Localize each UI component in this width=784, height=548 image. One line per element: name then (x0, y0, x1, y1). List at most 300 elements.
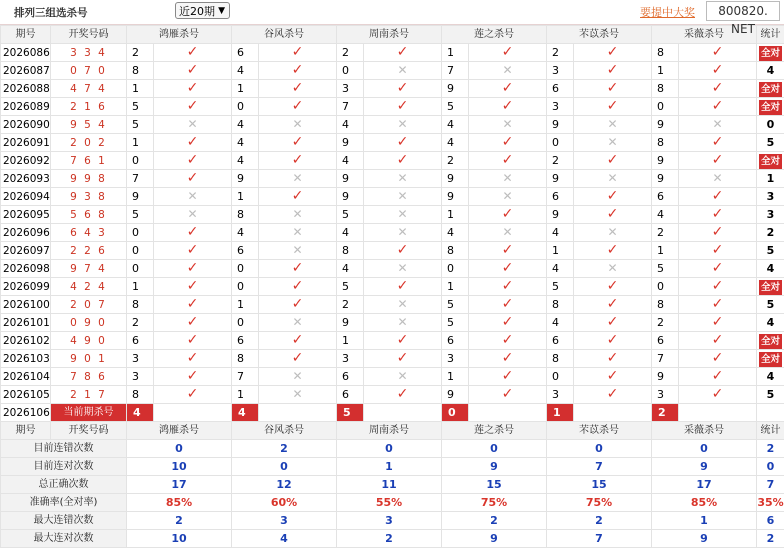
check-icon: ✓ (574, 314, 652, 332)
kill-value: 9 (652, 116, 679, 134)
stats-tally: 2 (757, 440, 784, 458)
tally-cell (757, 332, 784, 350)
col-group: 谷风杀号 (232, 26, 337, 44)
cross-icon: ✕ (364, 116, 442, 134)
table-row (1, 314, 784, 332)
check-icon: ✓ (679, 332, 757, 350)
tally-cell: 3 (757, 206, 784, 224)
kill-value: 6 (652, 188, 679, 206)
check-icon: ✓ (154, 224, 232, 242)
top-bar (0, 0, 784, 25)
check-icon: ✓ (154, 368, 232, 386)
cross-icon: ✕ (364, 296, 442, 314)
stats-value: 9 (442, 530, 547, 548)
check-icon: ✓ (574, 152, 652, 170)
stats-value: 0 (337, 440, 442, 458)
kill-value: 3 (547, 98, 574, 116)
cross-icon: ✕ (259, 224, 337, 242)
stats-value: 2 (232, 440, 337, 458)
kill-value: 4 (232, 224, 259, 242)
table-row (1, 170, 784, 188)
kill-value: 8 (232, 350, 259, 368)
kill-value: 4 (232, 116, 259, 134)
check-icon: ✓ (154, 332, 232, 350)
check-icon: ✓ (469, 134, 547, 152)
draw-number: 9 3 8 (51, 188, 127, 206)
stats-tally: 35% (757, 494, 784, 512)
kill-value: 8 (442, 242, 469, 260)
kill-value: 5 (442, 296, 469, 314)
check-icon: ✓ (154, 296, 232, 314)
kill-value: 7 (442, 62, 469, 80)
stats-row (1, 476, 784, 494)
check-icon: ✓ (574, 242, 652, 260)
kill-value: 5 (127, 116, 154, 134)
cross-icon: ✕ (364, 260, 442, 278)
cross-icon: ✕ (469, 188, 547, 206)
check-icon: ✓ (259, 278, 337, 296)
stats-value: 1 (337, 458, 442, 476)
col-draw: 开奖号码 (51, 422, 127, 440)
draw-number: 4 9 0 (51, 332, 127, 350)
kill-value: 6 (337, 386, 364, 404)
kill-value: 0 (652, 278, 679, 296)
check-icon: ✓ (679, 134, 757, 152)
all-correct-badge: 全对 (759, 100, 782, 115)
kill-value: 3 (652, 386, 679, 404)
draw-number: 9 7 4 (51, 260, 127, 278)
all-correct-badge: 全对 (759, 154, 782, 169)
kill-value: 9 (442, 386, 469, 404)
check-icon: ✓ (679, 368, 757, 386)
issue-number: 2026090 (1, 116, 51, 134)
cross-icon: ✕ (469, 62, 547, 80)
kill-value: 3 (127, 350, 154, 368)
cross-icon: ✕ (364, 170, 442, 188)
col-group: 鸿雁杀号 (127, 422, 232, 440)
stats-value: 9 (652, 458, 757, 476)
check-icon: ✓ (574, 368, 652, 386)
tally-cell: 5 (757, 242, 784, 260)
kill-number-table (0, 25, 784, 548)
col-tally: 统计 (757, 422, 784, 440)
issue-number: 2026097 (1, 242, 51, 260)
issue-number: 2026092 (1, 152, 51, 170)
kill-value: 1 (127, 80, 154, 98)
all-correct-badge: 全对 (759, 352, 782, 367)
tally-cell: 3 (757, 188, 784, 206)
table-row (1, 260, 784, 278)
kill-value: 5 (547, 278, 574, 296)
check-icon: ✓ (154, 260, 232, 278)
check-icon: ✓ (574, 98, 652, 116)
draw-number: 5 6 8 (51, 206, 127, 224)
cross-icon: ✕ (574, 224, 652, 242)
issue-number: 2026093 (1, 170, 51, 188)
kill-value: 8 (232, 206, 259, 224)
draw-number: 9 0 1 (51, 350, 127, 368)
kill-value: 4 (337, 152, 364, 170)
col-group: 莲之杀号 (442, 422, 547, 440)
check-icon: ✓ (364, 242, 442, 260)
stats-value: 7 (547, 458, 652, 476)
check-icon: ✓ (364, 98, 442, 116)
cross-icon: ✕ (259, 368, 337, 386)
stats-value: 12 (232, 476, 337, 494)
check-icon: ✓ (259, 350, 337, 368)
draw-number: 6 4 3 (51, 224, 127, 242)
table-row (1, 206, 784, 224)
check-icon: ✓ (679, 296, 757, 314)
draw-number: 2 2 6 (51, 242, 127, 260)
stats-value: 15 (442, 476, 547, 494)
check-icon: ✓ (259, 188, 337, 206)
cross-icon: ✕ (364, 368, 442, 386)
kill-value: 6 (232, 242, 259, 260)
cross-icon: ✕ (259, 386, 337, 404)
col-group: 芣苡杀号 (547, 422, 652, 440)
kill-value: 8 (547, 350, 574, 368)
kill-value: 9 (652, 368, 679, 386)
col-tally: 统计 (757, 26, 784, 44)
period-select[interactable] (175, 2, 230, 19)
kill-value: 8 (652, 44, 679, 62)
kill-value: 8 (127, 296, 154, 314)
check-icon: ✓ (469, 368, 547, 386)
draw-number: 3 3 4 (51, 44, 127, 62)
check-icon: ✓ (574, 278, 652, 296)
stats-tally: 7 (757, 476, 784, 494)
stats-tally: 2 (757, 530, 784, 548)
kill-value: 0 (232, 260, 259, 278)
chevron-down-icon: ▼ (218, 3, 225, 20)
check-icon: ✓ (574, 386, 652, 404)
col-draw: 开奖号码 (51, 26, 127, 44)
table-row (1, 386, 784, 404)
kill-value: 2 (127, 44, 154, 62)
kill-value: 3 (127, 368, 154, 386)
tally-cell (757, 152, 784, 170)
issue-number: 2026104 (1, 368, 51, 386)
check-icon: ✓ (469, 242, 547, 260)
stats-value: 10 (127, 458, 232, 476)
cross-icon: ✕ (469, 170, 547, 188)
draw-number: 7 6 1 (51, 152, 127, 170)
kill-value: 1 (652, 242, 679, 260)
kill-value: 1 (652, 62, 679, 80)
tally-cell: 2 (757, 224, 784, 242)
kill-value: 9 (442, 170, 469, 188)
check-icon: ✓ (469, 260, 547, 278)
draw-number: 2 0 2 (51, 134, 127, 152)
check-icon: ✓ (574, 44, 652, 62)
kill-value: 4 (337, 116, 364, 134)
kill-value: 1 (442, 278, 469, 296)
kill-value: 4 (232, 62, 259, 80)
stats-value: 11 (337, 476, 442, 494)
check-icon: ✓ (574, 350, 652, 368)
kill-value: 1 (232, 296, 259, 314)
check-icon: ✓ (679, 224, 757, 242)
kill-value: 6 (127, 332, 154, 350)
table-row (1, 332, 784, 350)
stats-value: 2 (547, 512, 652, 530)
table-row (1, 296, 784, 314)
current-issue: 2026106 (1, 404, 51, 422)
kill-value: 4 (337, 260, 364, 278)
stats-value: 0 (232, 458, 337, 476)
draw-number: 0 7 0 (51, 62, 127, 80)
stats-value: 3 (232, 512, 337, 530)
stats-tally: 0 (757, 458, 784, 476)
check-icon: ✓ (364, 80, 442, 98)
col-group: 莲之杀号 (442, 26, 547, 44)
cross-icon: ✕ (364, 62, 442, 80)
kill-value: 3 (442, 350, 469, 368)
col-group: 采薇杀号 (652, 422, 757, 440)
tally-cell: 5 (757, 134, 784, 152)
check-icon: ✓ (154, 314, 232, 332)
stats-value: 4 (232, 530, 337, 548)
cross-icon: ✕ (259, 242, 337, 260)
kill-value: 4 (232, 152, 259, 170)
kill-value: 4 (547, 314, 574, 332)
table-row (1, 80, 784, 98)
col-issue: 期号 (1, 26, 51, 44)
table-row (1, 44, 784, 62)
table-row (1, 278, 784, 296)
kill-value: 7 (127, 170, 154, 188)
stats-value: 15 (547, 476, 652, 494)
tally-cell: 4 (757, 314, 784, 332)
kill-value: 1 (127, 134, 154, 152)
issue-number: 2026087 (1, 62, 51, 80)
check-icon: ✓ (679, 188, 757, 206)
kill-value: 1 (232, 80, 259, 98)
check-icon: ✓ (364, 134, 442, 152)
current-row (1, 404, 784, 422)
site-badge[interactable]: 800820. NET (706, 1, 780, 21)
kill-value: 0 (547, 368, 574, 386)
check-icon: ✓ (154, 80, 232, 98)
cross-icon: ✕ (364, 206, 442, 224)
kill-value: 6 (337, 368, 364, 386)
check-icon: ✓ (154, 44, 232, 62)
issue-number: 2026099 (1, 278, 51, 296)
ad-link[interactable]: 要提中大奖 (640, 4, 695, 20)
stats-value: 0 (442, 440, 547, 458)
kill-value: 2 (337, 44, 364, 62)
kill-value: 5 (442, 98, 469, 116)
issue-number: 2026098 (1, 260, 51, 278)
check-icon: ✓ (469, 80, 547, 98)
check-icon: ✓ (469, 278, 547, 296)
issue-number: 2026094 (1, 188, 51, 206)
tally-cell: 5 (757, 296, 784, 314)
draw-number: 7 8 6 (51, 368, 127, 386)
col-group: 鸿雁杀号 (127, 26, 232, 44)
check-icon: ✓ (259, 98, 337, 116)
check-icon: ✓ (259, 260, 337, 278)
kill-value: 6 (547, 80, 574, 98)
stats-row (1, 494, 784, 512)
stats-label: 最大连对次数 (1, 530, 127, 548)
check-icon: ✓ (679, 260, 757, 278)
stats-row (1, 440, 784, 458)
kill-value: 9 (442, 188, 469, 206)
stats-label: 目前连错次数 (1, 440, 127, 458)
table-row (1, 134, 784, 152)
kill-value: 2 (547, 44, 574, 62)
check-icon: ✓ (364, 44, 442, 62)
check-icon: ✓ (154, 152, 232, 170)
cross-icon: ✕ (259, 314, 337, 332)
table-row (1, 224, 784, 242)
check-icon: ✓ (364, 152, 442, 170)
check-icon: ✓ (679, 98, 757, 116)
check-icon: ✓ (154, 242, 232, 260)
tally-cell (757, 350, 784, 368)
kill-value: 8 (127, 386, 154, 404)
check-icon: ✓ (259, 152, 337, 170)
table-row (1, 242, 784, 260)
check-icon: ✓ (154, 350, 232, 368)
kill-value: 6 (442, 332, 469, 350)
kill-value: 9 (127, 188, 154, 206)
stats-tally: 6 (757, 512, 784, 530)
col-group: 采薇杀号 (652, 26, 757, 44)
kill-value: 0 (232, 278, 259, 296)
issue-number: 2026095 (1, 206, 51, 224)
kill-value: 6 (652, 332, 679, 350)
cross-icon: ✕ (679, 116, 757, 134)
kill-value: 0 (547, 134, 574, 152)
kill-value: 2 (337, 296, 364, 314)
cross-icon: ✕ (364, 188, 442, 206)
col-group: 周南杀号 (337, 26, 442, 44)
check-icon: ✓ (574, 332, 652, 350)
check-icon: ✓ (259, 80, 337, 98)
period-select-value: 近20期 (179, 5, 215, 18)
check-icon: ✓ (469, 206, 547, 224)
stats-value: 85% (652, 494, 757, 512)
kill-value: 1 (547, 242, 574, 260)
kill-value: 3 (337, 350, 364, 368)
all-correct-badge: 全对 (759, 82, 782, 97)
cross-icon: ✕ (259, 116, 337, 134)
all-correct-badge: 全对 (759, 334, 782, 349)
cross-icon: ✕ (259, 206, 337, 224)
table-row (1, 98, 784, 116)
kill-value: 9 (337, 134, 364, 152)
check-icon: ✓ (154, 386, 232, 404)
check-icon: ✓ (259, 332, 337, 350)
tally-cell: 0 (757, 116, 784, 134)
current-label: 当前期杀号 (51, 404, 127, 422)
kill-value: 2 (652, 224, 679, 242)
draw-number: 2 1 7 (51, 386, 127, 404)
check-icon: ✓ (679, 80, 757, 98)
check-icon: ✓ (259, 44, 337, 62)
check-icon: ✓ (469, 98, 547, 116)
check-icon: ✓ (154, 134, 232, 152)
page-title: 排列三组选杀号 (14, 5, 88, 20)
current-kill-number: 5 (337, 404, 364, 421)
check-icon: ✓ (574, 296, 652, 314)
col-issue: 期号 (1, 422, 51, 440)
draw-number: 2 0 7 (51, 296, 127, 314)
kill-value: 0 (442, 260, 469, 278)
draw-number: 2 1 6 (51, 98, 127, 116)
kill-value: 6 (232, 44, 259, 62)
check-icon: ✓ (154, 170, 232, 188)
cross-icon: ✕ (154, 206, 232, 224)
kill-value: 5 (337, 278, 364, 296)
stats-header (1, 422, 784, 440)
kill-value: 0 (127, 260, 154, 278)
stats-label: 准确率(全对率) (1, 494, 127, 512)
stats-value: 2 (127, 512, 232, 530)
kill-value: 3 (547, 386, 574, 404)
all-correct-badge: 全对 (759, 46, 782, 61)
issue-number: 2026102 (1, 332, 51, 350)
col-group: 谷风杀号 (232, 422, 337, 440)
issue-number: 2026105 (1, 386, 51, 404)
kill-value: 6 (232, 332, 259, 350)
check-icon: ✓ (469, 314, 547, 332)
col-group: 周南杀号 (337, 422, 442, 440)
check-icon: ✓ (679, 386, 757, 404)
table-row (1, 188, 784, 206)
kill-value: 5 (337, 206, 364, 224)
issue-number: 2026089 (1, 98, 51, 116)
kill-value: 1 (127, 278, 154, 296)
tally-cell: 5 (757, 386, 784, 404)
kill-value: 7 (337, 98, 364, 116)
stats-value: 0 (652, 440, 757, 458)
check-icon: ✓ (469, 332, 547, 350)
check-icon: ✓ (364, 278, 442, 296)
kill-value: 7 (232, 368, 259, 386)
issue-number: 2026103 (1, 350, 51, 368)
kill-value: 2 (547, 152, 574, 170)
stats-row (1, 530, 784, 548)
check-icon: ✓ (679, 242, 757, 260)
kill-value: 9 (337, 314, 364, 332)
check-icon: ✓ (469, 44, 547, 62)
check-icon: ✓ (259, 134, 337, 152)
check-icon: ✓ (364, 386, 442, 404)
check-icon: ✓ (679, 350, 757, 368)
kill-value: 2 (442, 152, 469, 170)
tally-cell: 1 (757, 170, 784, 188)
kill-value: 6 (547, 188, 574, 206)
check-icon: ✓ (574, 206, 652, 224)
stats-row (1, 512, 784, 530)
kill-value: 9 (442, 80, 469, 98)
check-icon: ✓ (469, 152, 547, 170)
tally-cell: 4 (757, 62, 784, 80)
stats-value: 0 (547, 440, 652, 458)
kill-value: 6 (547, 332, 574, 350)
stats-value: 60% (232, 494, 337, 512)
stats-value: 9 (442, 458, 547, 476)
kill-value: 4 (547, 260, 574, 278)
issue-number: 2026086 (1, 44, 51, 62)
stats-value: 9 (652, 530, 757, 548)
kill-value: 4 (442, 134, 469, 152)
check-icon: ✓ (679, 44, 757, 62)
